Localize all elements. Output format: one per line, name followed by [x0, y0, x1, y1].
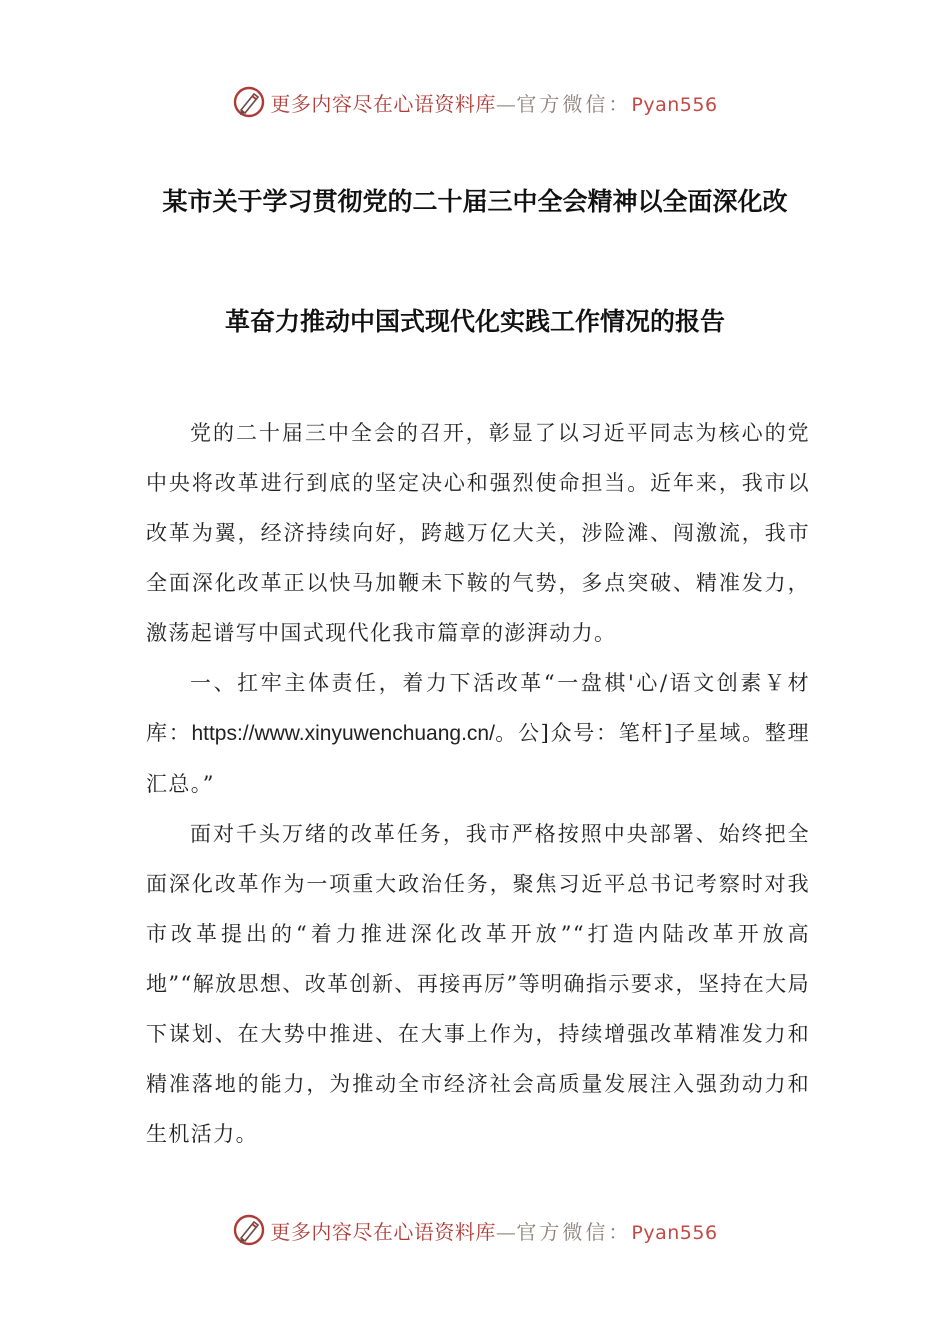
pen-logo-icon [232, 85, 266, 119]
footer-banner [0, 1208, 950, 1252]
document-title-line-1: 某市关于学习贯彻党的二十届三中全会精神以全面深化改 [162, 187, 788, 216]
source-url-link[interactable]: https://www.xinyuwenchuang.cn/ [191, 722, 495, 745]
document-body [146, 408, 810, 1159]
section-heading-tail: 。公]众号：笔杆]子星域。整理汇总。” [146, 721, 810, 796]
section-heading-text: 一、扛牢主体责任，着力下活改革“一盘棋'心/语文创素￥材库： [146, 671, 810, 745]
banner-main-text: 更多内容尽在心语资料库 [270, 91, 496, 116]
pen-logo-icon [232, 1213, 266, 1247]
banner-wechat-id: Pyan556 [631, 93, 718, 116]
paragraph-section-heading [146, 658, 810, 809]
banner-wechat-label: 官方微信： [516, 91, 632, 116]
banner-dash: — [495, 91, 517, 116]
paragraph-body: 面对千头万绪的改革任务，我市严格按照中央部署、始终把全面深化改革作为一项重大政治任务，聚焦习近平总书记考察时对我市改革提出的“着力推进深化改革开放”“打造内陆改革开放高地”“解放思想、改革创新、再接再厉”等明确指示要求，坚持在大局下谋划、在大势中推进、在大事上作为，持续增强改革精准发力和精准落地的能力，为推动全市经济社会高质量发展注入强劲动力和生机活力。 [146, 822, 810, 1146]
banner-main-text: 更多内容尽在心语资料库 [270, 1219, 496, 1244]
banner-wechat-id: Pyan556 [631, 1221, 718, 1244]
paragraph-intro: 党的二十届三中全会的召开，彰显了以习近平同志为核心的党中央将改革进行到底的坚定决心和强烈使命担当。近年来，我市以改革为翼，经济持续向好，跨越万亿大关，涉险滩、闯激流，我市全面深化改革正以快马加鞭未下鞍的气势，多点突破、精准发力，激荡起谱写中国式现代化我市篇章的澎湃动力。 [146, 421, 810, 645]
banner-wechat-label: 官方微信： [516, 1219, 632, 1244]
document-title-line-2: 革奋力推动中国式现代化实践工作情况的报告 [224, 307, 725, 336]
header-banner [0, 80, 950, 124]
banner-dash: — [495, 1219, 517, 1244]
